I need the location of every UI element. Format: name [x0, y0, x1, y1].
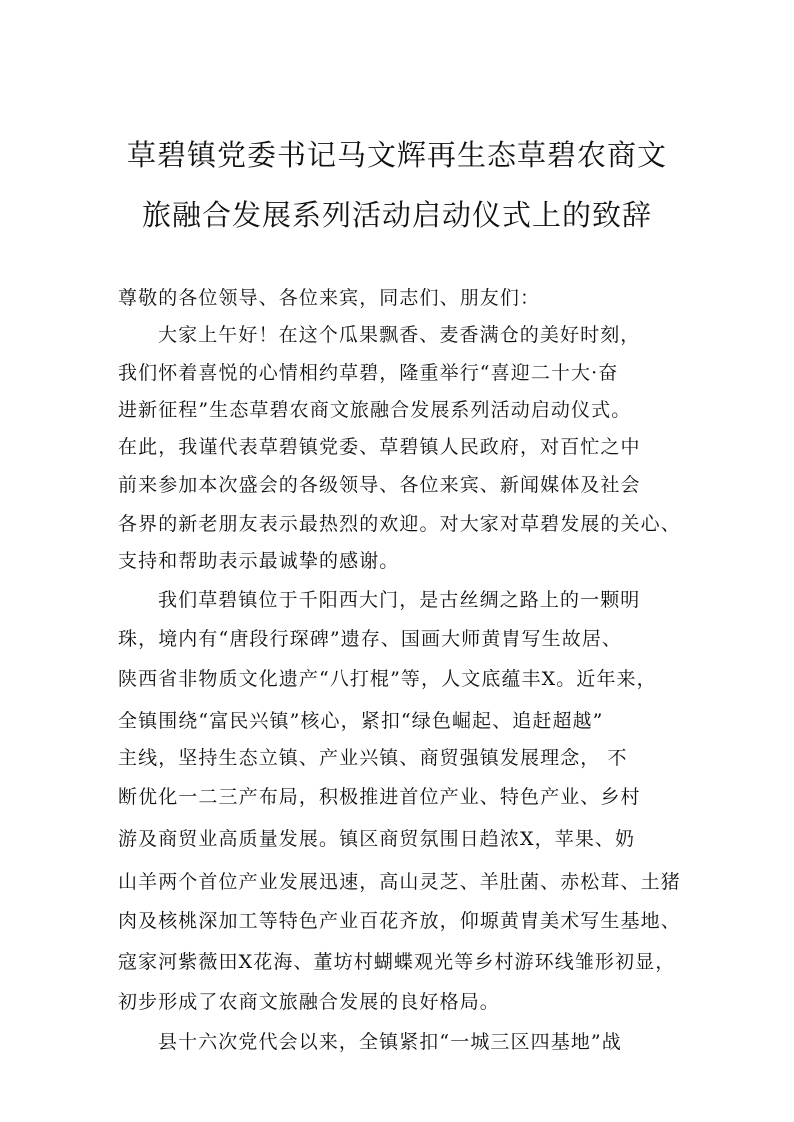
paragraph-line: 大家上午好！在这个瓜果飘香、麦香满仓的美好时刻， — [158, 324, 641, 346]
paragraph-line: 全镇围绕“富民兴镇”核心，紧扣“绿色崛起、追赶超越” — [118, 710, 604, 732]
paragraph-line: 陕西省非物质文化遗产“八打棍”等，人文底蕴丰X。近年来， — [118, 668, 657, 690]
paragraph-line: 我们怀着喜悦的心情相约草碧，隆重举行“喜迎二十大·奋 — [118, 362, 619, 384]
paragraph-line: 县十六次党代会以来，全镇紧扣“一城三区四基地”战 — [158, 1031, 622, 1053]
paragraph-line: 我们草碧镇位于千阳西大门，是古丝绸之路上的一颗明 — [158, 589, 641, 611]
paragraph-line: 前来参加本次盛会的各级领导、各位来宾、新闻媒体及社会 — [118, 474, 641, 496]
paragraph-line: 山羊两个首位产业发展迅速，高山灵芝、羊肚菌、赤松茸、土猪 — [118, 871, 681, 893]
paragraph-line: 各界的新老朋友表示最热烈的欢迎。对大家对草碧发展的关心、 — [118, 513, 681, 535]
document-title-line-1: 草碧镇党委书记马文辉再生态草碧农商文 — [126, 138, 667, 172]
paragraph-line: 游及商贸业高质量发展。镇区商贸氛围日趋浓X，苹果、奶 — [118, 828, 636, 850]
salutation: 尊敬的各位领导、各位来宾，同志们、朋友们： — [118, 287, 541, 309]
paragraph-line: 进新征程”生态草碧农商文旅融合发展系列活动启动仪式。 — [118, 399, 632, 421]
paragraph-line: 珠，境内有“唐段行琛碑”遗存、国画大师黄胄写生故居、 — [118, 628, 623, 650]
paragraph-line: 在此，我谨代表草碧镇党委、草碧镇人民政府，对百忙之中 — [118, 436, 641, 458]
paragraph-line: 肉及核桃深加工等特色产业百花齐放，仰塬黄胄美术写生基地、 — [118, 910, 681, 932]
paragraph-line: 初步形成了农商文旅融合发展的良好格局。 — [118, 991, 500, 1013]
paragraph-line: 寇家河紫薇田X花海、董坊村蝴蝶观光等乡村游环线雏形初显， — [118, 951, 676, 973]
paragraph-line: 支持和帮助表示最诚挚的感谢。 — [118, 550, 400, 572]
paragraph-line: 断优化一二三产布局，积极推进首位产业、特色产业、乡村 — [118, 786, 641, 808]
paragraph-line: 主线，坚持生态立镇、产业兴镇、商贸强镇发展理念， 不 — [118, 747, 628, 769]
document-title-line-2: 旅融合发展系列活动启动仪式上的致辞 — [141, 198, 652, 232]
